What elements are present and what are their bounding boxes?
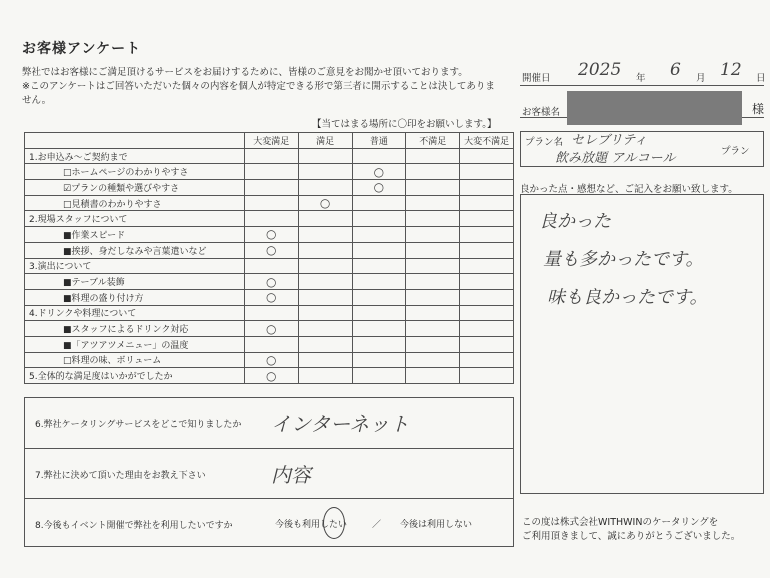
question-row-8	[25, 498, 513, 548]
rating-cell[interactable]	[298, 242, 352, 258]
selection-circle	[323, 507, 345, 539]
rating-cell[interactable]	[406, 242, 460, 258]
rating-cell[interactable]	[460, 274, 514, 290]
rating-cell[interactable]: ○	[352, 180, 406, 196]
table-row	[25, 148, 514, 164]
rating-cell[interactable]	[298, 227, 352, 243]
feedback-label: 良かった点・感想など、ご記入をお願い致します。	[520, 184, 738, 195]
question-label: 2.現場スタッフについて	[25, 211, 245, 227]
rating-cell[interactable]	[352, 321, 406, 337]
rating-cell[interactable]	[298, 321, 352, 337]
handwritten-plan: セレブリティ	[571, 133, 648, 148]
rating-cell[interactable]	[298, 289, 352, 305]
plan-label: プラン名	[525, 137, 564, 148]
rating-cell[interactable]	[244, 148, 298, 164]
rating-cell[interactable]	[460, 242, 514, 258]
thank-you-note	[522, 516, 740, 544]
handwritten-answer[interactable]: 内容	[271, 463, 311, 487]
intro-line: せん。	[22, 95, 52, 106]
option-discontinue[interactable]: 今後は利用しない	[400, 520, 473, 530]
rating-cell[interactable]: ○	[244, 368, 298, 384]
rating-cell[interactable]	[352, 289, 406, 305]
handwritten-year: 2025	[578, 60, 622, 80]
open-questions	[24, 397, 514, 547]
day-unit: 日	[756, 73, 766, 84]
table-row	[25, 164, 514, 180]
rating-cell[interactable]	[298, 180, 352, 196]
rating-cell[interactable]	[460, 352, 514, 368]
question-label: 6.弊社ケータリングサービスをどこで知りましたか	[35, 420, 242, 430]
rating-cell[interactable]	[460, 336, 514, 352]
column-header: 不満足	[406, 133, 460, 149]
rating-cell[interactable]	[460, 227, 514, 243]
rating-cell[interactable]	[460, 368, 514, 384]
question-label: ☑プランの種類や選びやすさ	[25, 180, 245, 196]
rating-cell[interactable]	[298, 211, 352, 227]
question-label: ■「アツアツメニュー」の温度	[25, 336, 245, 352]
rating-cell[interactable]	[406, 258, 460, 274]
column-header: 大変満足	[244, 133, 298, 149]
footer-line: この度は株式会社WITHWINのケータリングを	[522, 517, 719, 528]
rating-cell[interactable]	[244, 180, 298, 196]
rating-cell[interactable]	[352, 305, 406, 321]
question-label: □料理の味、ボリューム	[25, 352, 245, 368]
question-label: ■テーブル装飾	[25, 274, 245, 290]
event-date-field[interactable]	[520, 58, 764, 86]
option-continue[interactable]: 今後も利用したい	[275, 520, 348, 530]
rating-cell[interactable]	[244, 164, 298, 180]
rating-cell[interactable]	[352, 195, 406, 211]
question-label: 8.今後もイベント開催で弊社を利用したいですか	[35, 521, 233, 531]
intro-line: 弊社ではお客様にご満足頂けるサービスをお届けするために、皆様のご意見をお聞かせ頂いております。	[22, 67, 468, 78]
rating-cell[interactable]	[406, 164, 460, 180]
question-label: □見積書のわかりやすさ	[25, 195, 245, 211]
handwritten-feedback: 味も良かったです。	[547, 287, 708, 308]
question-row-6	[25, 398, 513, 448]
rating-cell[interactable]	[406, 195, 460, 211]
question-label: 3.演出について	[25, 258, 245, 274]
rating-cell[interactable]	[298, 148, 352, 164]
rating-cell[interactable]	[406, 274, 460, 290]
rating-cell[interactable]	[406, 148, 460, 164]
question-header	[25, 133, 245, 149]
rating-cell[interactable]	[244, 336, 298, 352]
intro-text	[22, 66, 502, 108]
rating-cell[interactable]	[406, 368, 460, 384]
rating-cell[interactable]: ○	[298, 195, 352, 211]
footer-line: ご利用頂きまして、誠にありがとうございました。	[522, 531, 741, 542]
question-label: ■スタッフによるドリンク対応	[25, 321, 245, 337]
table-row	[25, 321, 514, 337]
plan-suffix: プラン	[721, 146, 750, 157]
column-header: 普通	[352, 133, 406, 149]
rating-cell[interactable]	[406, 180, 460, 196]
option-separator: ／	[372, 520, 382, 530]
rating-cell[interactable]	[352, 274, 406, 290]
rating-cell[interactable]	[352, 227, 406, 243]
handwritten-feedback: 良かった	[539, 211, 611, 232]
rating-cell[interactable]	[406, 289, 460, 305]
rating-cell[interactable]: ○	[244, 242, 298, 258]
handwritten-answer[interactable]: インターネット	[271, 412, 410, 436]
rating-cell[interactable]	[244, 211, 298, 227]
table-row	[25, 305, 514, 321]
rating-table	[24, 132, 514, 384]
rating-cell[interactable]	[244, 305, 298, 321]
rating-cell[interactable]	[298, 336, 352, 352]
rating-cell[interactable]: ○	[352, 164, 406, 180]
month-unit: 月	[696, 73, 706, 84]
table-row	[25, 180, 514, 196]
rating-cell[interactable]	[352, 258, 406, 274]
rating-cell[interactable]	[298, 274, 352, 290]
name-label: お客様名	[522, 107, 561, 118]
column-header: 大変不満足	[460, 133, 514, 149]
table-row	[25, 289, 514, 305]
rating-cell[interactable]	[460, 305, 514, 321]
rating-cell[interactable]	[244, 195, 298, 211]
rating-cell[interactable]: ○	[244, 274, 298, 290]
handwritten-month: 6	[670, 60, 681, 80]
plan-field[interactable]	[520, 131, 764, 167]
rating-cell[interactable]	[298, 352, 352, 368]
rating-cell[interactable]: ○	[244, 289, 298, 305]
intro-line: ※このアンケートはご回答いただいた個々の内容を個人が特定できる形で第三者に開示することは決してありま	[22, 81, 495, 92]
rating-cell[interactable]	[460, 164, 514, 180]
rating-cell[interactable]	[352, 368, 406, 384]
feedback-box[interactable]	[520, 194, 764, 494]
rating-cell[interactable]: ○	[244, 321, 298, 337]
table-row	[25, 242, 514, 258]
handwritten-plan: 飲み放題 アルコール	[555, 151, 676, 166]
rating-cell[interactable]	[298, 258, 352, 274]
survey-title: お客様アンケート	[22, 41, 142, 57]
rating-cell[interactable]	[460, 148, 514, 164]
rating-cell[interactable]: ○	[244, 352, 298, 368]
question-label: ■挨拶、身だしなみや言葉遣いなど	[25, 242, 245, 258]
question-label: 1.お申込み～ご契約まで	[25, 148, 245, 164]
table-row	[25, 195, 514, 211]
rating-cell[interactable]: ○	[244, 227, 298, 243]
table-row	[25, 211, 514, 227]
table-row	[25, 336, 514, 352]
question-label: 4.ドリンクや料理について	[25, 305, 245, 321]
rating-cell[interactable]	[460, 289, 514, 305]
rating-cell[interactable]	[352, 211, 406, 227]
question-label: 7.弊社に決めて頂いた理由をお教え下さい	[35, 471, 206, 481]
rating-cell[interactable]	[352, 352, 406, 368]
rating-cell[interactable]	[298, 164, 352, 180]
question-label: ■料理の盛り付け方	[25, 289, 245, 305]
redacted-name	[567, 91, 742, 125]
instruction: 【当てはまる場所に〇印をお願いします。】	[312, 119, 497, 130]
rating-cell[interactable]	[244, 258, 298, 274]
rating-cell[interactable]	[352, 242, 406, 258]
rating-cell[interactable]	[406, 336, 460, 352]
rating-cell[interactable]	[460, 258, 514, 274]
question-label: ■作業スピード	[25, 227, 245, 243]
table-row	[25, 227, 514, 243]
table-row	[25, 352, 514, 368]
handwritten-day: 12	[720, 60, 742, 80]
rating-cell[interactable]	[460, 180, 514, 196]
rating-cell[interactable]	[352, 148, 406, 164]
column-header: 満足	[298, 133, 352, 149]
rating-cell[interactable]	[352, 336, 406, 352]
rating-cell[interactable]	[460, 211, 514, 227]
year-unit: 年	[636, 73, 646, 84]
name-suffix: 様	[752, 102, 765, 116]
table-row	[25, 368, 514, 384]
date-label: 開催日	[522, 73, 551, 84]
rating-cell[interactable]	[406, 352, 460, 368]
rating-cell[interactable]	[406, 211, 460, 227]
rating-cell[interactable]	[460, 321, 514, 337]
question-label: 5.全体的な満足度はいかがでしたか	[25, 368, 245, 384]
rating-cell[interactable]	[406, 227, 460, 243]
question-row-7	[25, 448, 513, 498]
table-row	[25, 274, 514, 290]
rating-cell[interactable]	[460, 195, 514, 211]
rating-cell[interactable]	[406, 305, 460, 321]
handwritten-feedback: 量も多かったです。	[543, 249, 704, 270]
rating-cell[interactable]	[406, 321, 460, 337]
question-label: □ホームページのわかりやすさ	[25, 164, 245, 180]
table-row	[25, 258, 514, 274]
table-header-row	[25, 133, 514, 149]
rating-cell[interactable]	[298, 305, 352, 321]
rating-cell[interactable]	[298, 368, 352, 384]
